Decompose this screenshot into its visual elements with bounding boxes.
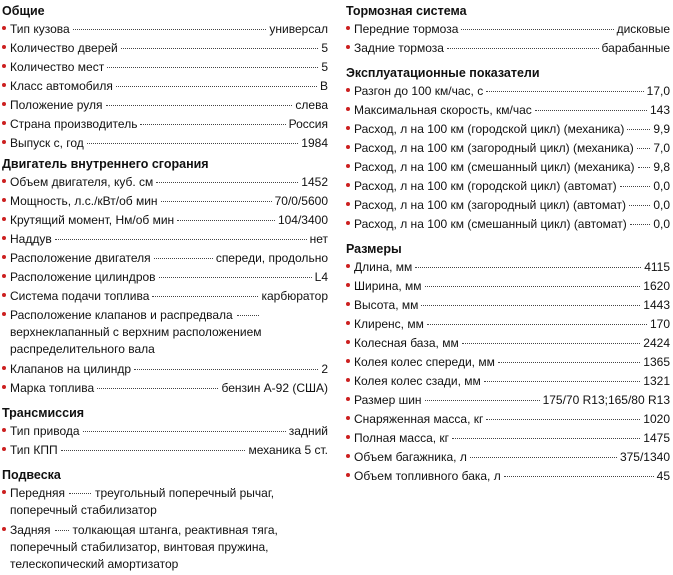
leader-dots xyxy=(83,431,286,432)
bullet-icon xyxy=(2,45,6,49)
spec-value: 1984 xyxy=(301,136,328,150)
spec-row xyxy=(344,139,672,158)
spec-value: 143 xyxy=(649,103,670,117)
leader-dots xyxy=(55,530,69,531)
leader-dots xyxy=(627,129,650,130)
spec-row-suspension-front xyxy=(0,484,330,521)
spec-label: Клиренс, мм xyxy=(354,317,424,331)
spec-label: Объем багажника, л xyxy=(354,450,467,464)
spec-row xyxy=(344,296,672,315)
bullet-icon xyxy=(2,385,6,389)
right-column xyxy=(344,0,672,486)
spec-value: 5 xyxy=(321,60,328,74)
spec-label: Марка топлива xyxy=(10,381,95,395)
leader-dots xyxy=(140,124,285,125)
general-list xyxy=(0,20,330,153)
leader-dots xyxy=(629,205,650,206)
spec-value: 1321 xyxy=(643,374,670,388)
leader-dots xyxy=(630,224,651,225)
leader-dots xyxy=(134,369,318,370)
bullet-icon xyxy=(2,83,6,87)
spec-label: Длина, мм xyxy=(354,260,413,274)
spec-value: барабанные xyxy=(601,41,670,55)
spec-label: Расход, л на 100 км (смешанный цикл) (механика) xyxy=(354,160,635,174)
leader-dots xyxy=(462,343,641,344)
spec-value: 0,0 xyxy=(653,217,670,231)
leader-dots xyxy=(73,29,267,30)
spec-label: Передняя xyxy=(10,486,66,500)
spec-label: Расход, л на 100 км (загородный цикл) (механика) xyxy=(354,141,634,155)
spec-label: Задние тормоза xyxy=(354,41,444,55)
spec-value: 7,0 xyxy=(653,141,670,155)
spec-row xyxy=(0,379,330,398)
bullet-icon xyxy=(346,264,350,268)
spec-row xyxy=(344,177,672,196)
bullet-icon xyxy=(346,202,350,206)
leader-dots xyxy=(452,438,640,439)
spec-row xyxy=(344,277,672,296)
bullet-icon xyxy=(346,416,350,420)
leader-dots xyxy=(470,457,617,458)
spec-value: 17,0 xyxy=(646,84,670,98)
spec-row xyxy=(344,215,672,234)
spec-row xyxy=(344,391,672,410)
leader-dots xyxy=(107,67,318,68)
bullet-icon xyxy=(346,26,350,30)
bullet-icon xyxy=(2,140,6,144)
bullet-icon xyxy=(346,378,350,382)
spec-row xyxy=(0,173,330,192)
spec-value: 375/1340 xyxy=(619,450,670,464)
spec-label: Разгон до 100 км/час, с xyxy=(354,84,484,98)
spec-row xyxy=(0,20,330,39)
spec-label: Высота, мм xyxy=(354,298,419,312)
spec-row xyxy=(344,353,672,372)
spec-value: Россия xyxy=(288,117,328,131)
spec-row xyxy=(0,268,330,287)
leader-dots xyxy=(121,48,319,49)
spec-value: 1452 xyxy=(301,175,328,189)
bullet-icon xyxy=(346,397,350,401)
spec-value: 104/3400 xyxy=(277,213,328,227)
leader-dots xyxy=(237,315,259,316)
spec-label: Тип привода xyxy=(10,424,80,438)
spec-label: Колея колес спереди, мм xyxy=(354,355,495,369)
bullet-icon xyxy=(346,473,350,477)
spec-row xyxy=(344,120,672,139)
spec-value: треугольный поперечный рычаг, поперечный стабилизатор xyxy=(10,486,275,517)
spec-row xyxy=(344,39,672,58)
spec-row xyxy=(0,360,330,379)
leader-dots xyxy=(504,476,654,477)
spec-label: Расположение двигателя xyxy=(10,251,151,265)
spec-label: Клапанов на цилиндр xyxy=(10,362,132,376)
bullet-icon xyxy=(2,236,6,240)
spec-value: механика 5 ст. xyxy=(248,443,328,457)
spec-value: 70/0/5600 xyxy=(274,194,328,208)
leader-dots xyxy=(87,143,299,144)
spec-row xyxy=(0,422,330,441)
bullet-icon xyxy=(346,283,350,287)
spec-row xyxy=(344,467,672,486)
bullet-icon xyxy=(2,312,6,316)
left-column xyxy=(0,0,330,575)
spec-row-suspension-rear xyxy=(0,521,330,575)
spec-row xyxy=(0,287,330,306)
spec-label: Снаряженная масса, кг xyxy=(354,412,484,426)
leader-dots xyxy=(620,186,651,187)
spec-row xyxy=(344,315,672,334)
spec-label: Тип КПП xyxy=(10,443,58,457)
spec-row xyxy=(344,101,672,120)
bullet-icon xyxy=(2,198,6,202)
bullet-icon xyxy=(2,293,6,297)
spec-label: Задняя xyxy=(10,523,51,537)
spec-value: нет xyxy=(309,232,328,246)
spec-label: Наддув xyxy=(10,232,52,246)
bullet-icon xyxy=(2,121,6,125)
spec-row xyxy=(0,39,330,58)
spec-label: Крутящий момент, Нм/об мин xyxy=(10,213,175,227)
spec-row xyxy=(0,211,330,230)
spec-label: Полная масса, кг xyxy=(354,431,450,445)
spec-label: Расход, л на 100 км (городской цикл) (автомат) xyxy=(354,179,617,193)
bullet-icon xyxy=(346,302,350,306)
bullet-icon xyxy=(2,527,6,531)
spec-value: верхнеклапанный с верхним расположением распределительного вала xyxy=(10,325,262,356)
spec-row xyxy=(344,429,672,448)
spec-row xyxy=(344,82,672,101)
spec-label: Выпуск с, год xyxy=(10,136,84,150)
spec-row xyxy=(344,448,672,467)
spec-value: универсал xyxy=(269,22,328,36)
spec-row xyxy=(0,230,330,249)
bullet-icon xyxy=(346,45,350,49)
spec-value: 0,0 xyxy=(653,198,670,212)
spec-value: слева xyxy=(295,98,328,112)
spec-value: 4115 xyxy=(644,260,670,274)
spec-label: Размер шин xyxy=(354,393,422,407)
leader-dots xyxy=(421,305,640,306)
leader-dots xyxy=(535,110,647,111)
spec-value: 1475 xyxy=(643,431,670,445)
spec-label: Страна производитель xyxy=(10,117,138,131)
spec-row xyxy=(0,441,330,460)
bullet-icon xyxy=(346,145,350,149)
spec-value: 5 xyxy=(321,41,328,55)
spec-row xyxy=(344,158,672,177)
spec-row xyxy=(0,115,330,134)
bullet-icon xyxy=(2,428,6,432)
leader-dots xyxy=(484,381,641,382)
performance-list xyxy=(344,82,672,234)
section-title-brakes: Тормозная система xyxy=(346,4,467,18)
leader-dots xyxy=(161,201,272,202)
spec-label: Расход, л на 100 км (городской цикл) (механика) xyxy=(354,122,625,136)
section-title-suspension: Подвеска xyxy=(2,468,61,482)
leader-dots xyxy=(106,105,293,106)
spec-label: Тип кузова xyxy=(10,22,70,36)
spec-row-valves xyxy=(0,306,330,360)
spec-label: Объем двигателя, куб. см xyxy=(10,175,154,189)
spec-label: Колесная база, мм xyxy=(354,336,459,350)
spec-value: толкающая штанга, реактивная тяга, поперечный стабилизатор, винтовая пружина, телескопический амортизатор xyxy=(10,523,278,571)
leader-dots xyxy=(637,148,651,149)
leader-dots xyxy=(461,29,613,30)
spec-row xyxy=(0,134,330,153)
spec-row xyxy=(0,192,330,211)
bullet-icon xyxy=(346,359,350,363)
spec-value: 1620 xyxy=(643,279,670,293)
bullet-icon xyxy=(2,64,6,68)
spec-value: бензин А-92 (США) xyxy=(221,381,328,395)
spec-label: Мощность, л.с./кВт/об мин xyxy=(10,194,158,208)
spec-row xyxy=(344,334,672,353)
spec-value: L4 xyxy=(314,270,328,284)
brakes-list xyxy=(344,20,672,58)
leader-dots xyxy=(415,267,641,268)
bullet-icon xyxy=(2,447,6,451)
bullet-icon xyxy=(346,321,350,325)
transmission-list xyxy=(0,422,330,460)
leader-dots xyxy=(152,296,258,297)
leader-dots xyxy=(156,182,298,183)
spec-row xyxy=(344,196,672,215)
leader-dots xyxy=(425,400,540,401)
leader-dots xyxy=(159,277,312,278)
bullet-icon xyxy=(2,179,6,183)
bullet-icon xyxy=(346,435,350,439)
spec-value: дисковые xyxy=(616,22,670,36)
spec-label: Расход, л на 100 км (загородный цикл) (автомат) xyxy=(354,198,626,212)
leader-dots xyxy=(69,493,91,494)
engine-list xyxy=(0,173,330,306)
spec-value: 0,0 xyxy=(653,179,670,193)
spec-value: 2424 xyxy=(643,336,670,350)
spec-label: Количество дверей xyxy=(10,41,118,55)
spec-value: 1443 xyxy=(643,298,670,312)
bullet-icon xyxy=(2,217,6,221)
leader-dots xyxy=(486,91,643,92)
spec-row xyxy=(0,96,330,115)
bullet-icon xyxy=(346,221,350,225)
bullet-icon xyxy=(346,454,350,458)
spec-row xyxy=(344,258,672,277)
spec-row xyxy=(344,372,672,391)
spec-value: 170 xyxy=(649,317,670,331)
leader-dots xyxy=(427,324,647,325)
leader-dots xyxy=(177,220,275,221)
spec-label: Объем топливного бака, л xyxy=(354,469,501,483)
spec-row xyxy=(0,77,330,96)
spec-label: Максимальная скорость, км/час xyxy=(354,103,532,117)
spec-value: 175/70 R13;165/80 R13 xyxy=(542,393,670,407)
section-title-performance: Эксплуатационные показатели xyxy=(346,66,540,80)
leader-dots xyxy=(55,239,307,240)
spec-row xyxy=(344,20,672,39)
spec-label: Ширина, мм xyxy=(354,279,422,293)
section-title-engine: Двигатель внутреннего сгорания xyxy=(2,157,209,171)
leader-dots xyxy=(486,419,640,420)
spec-value: 1365 xyxy=(643,355,670,369)
bullet-icon xyxy=(2,26,6,30)
spec-value: 1020 xyxy=(643,412,670,426)
leader-dots xyxy=(154,258,213,259)
leader-dots xyxy=(638,167,651,168)
engine-list-2 xyxy=(0,360,330,398)
leader-dots xyxy=(498,362,640,363)
spec-value: B xyxy=(319,79,328,93)
spec-value: карбюратор xyxy=(261,289,328,303)
spec-label: Класс автомобиля xyxy=(10,79,113,93)
spec-label: Система подачи топлива xyxy=(10,289,150,303)
dimensions-list xyxy=(344,258,672,486)
spec-row xyxy=(0,249,330,268)
bullet-icon xyxy=(346,126,350,130)
leader-dots xyxy=(116,86,317,87)
section-title-general: Общие xyxy=(2,4,45,18)
leader-dots xyxy=(425,286,641,287)
spec-row xyxy=(0,58,330,77)
spec-label: Расположение клапанов и распредвала xyxy=(10,308,233,322)
spec-value: 45 xyxy=(656,469,670,483)
spec-label: Расположение цилиндров xyxy=(10,270,156,284)
bullet-icon xyxy=(2,490,6,494)
spec-label: Количество мест xyxy=(10,60,105,74)
spec-row xyxy=(344,410,672,429)
section-title-transmission: Трансмиссия xyxy=(2,406,85,420)
spec-label: Расход, л на 100 км (смешанный цикл) (автомат) xyxy=(354,217,627,231)
spec-value: спереди, продольно xyxy=(215,251,328,265)
leader-dots xyxy=(61,450,246,451)
bullet-icon xyxy=(2,366,6,370)
bullet-icon xyxy=(2,102,6,106)
spec-value: 9,8 xyxy=(653,160,670,174)
section-title-dimensions: Размеры xyxy=(346,242,402,256)
spec-value: 9,9 xyxy=(653,122,670,136)
spec-label: Колея колес сзади, мм xyxy=(354,374,481,388)
spec-value: задний xyxy=(288,424,328,438)
bullet-icon xyxy=(346,107,350,111)
spec-label: Передние тормоза xyxy=(354,22,459,36)
bullet-icon xyxy=(346,340,350,344)
bullet-icon xyxy=(2,255,6,259)
spec-value: 2 xyxy=(321,362,328,376)
bullet-icon xyxy=(346,183,350,187)
bullet-icon xyxy=(346,164,350,168)
leader-dots xyxy=(447,48,599,49)
bullet-icon xyxy=(346,88,350,92)
bullet-icon xyxy=(2,274,6,278)
spec-label: Положение руля xyxy=(10,98,103,112)
leader-dots xyxy=(97,388,218,389)
